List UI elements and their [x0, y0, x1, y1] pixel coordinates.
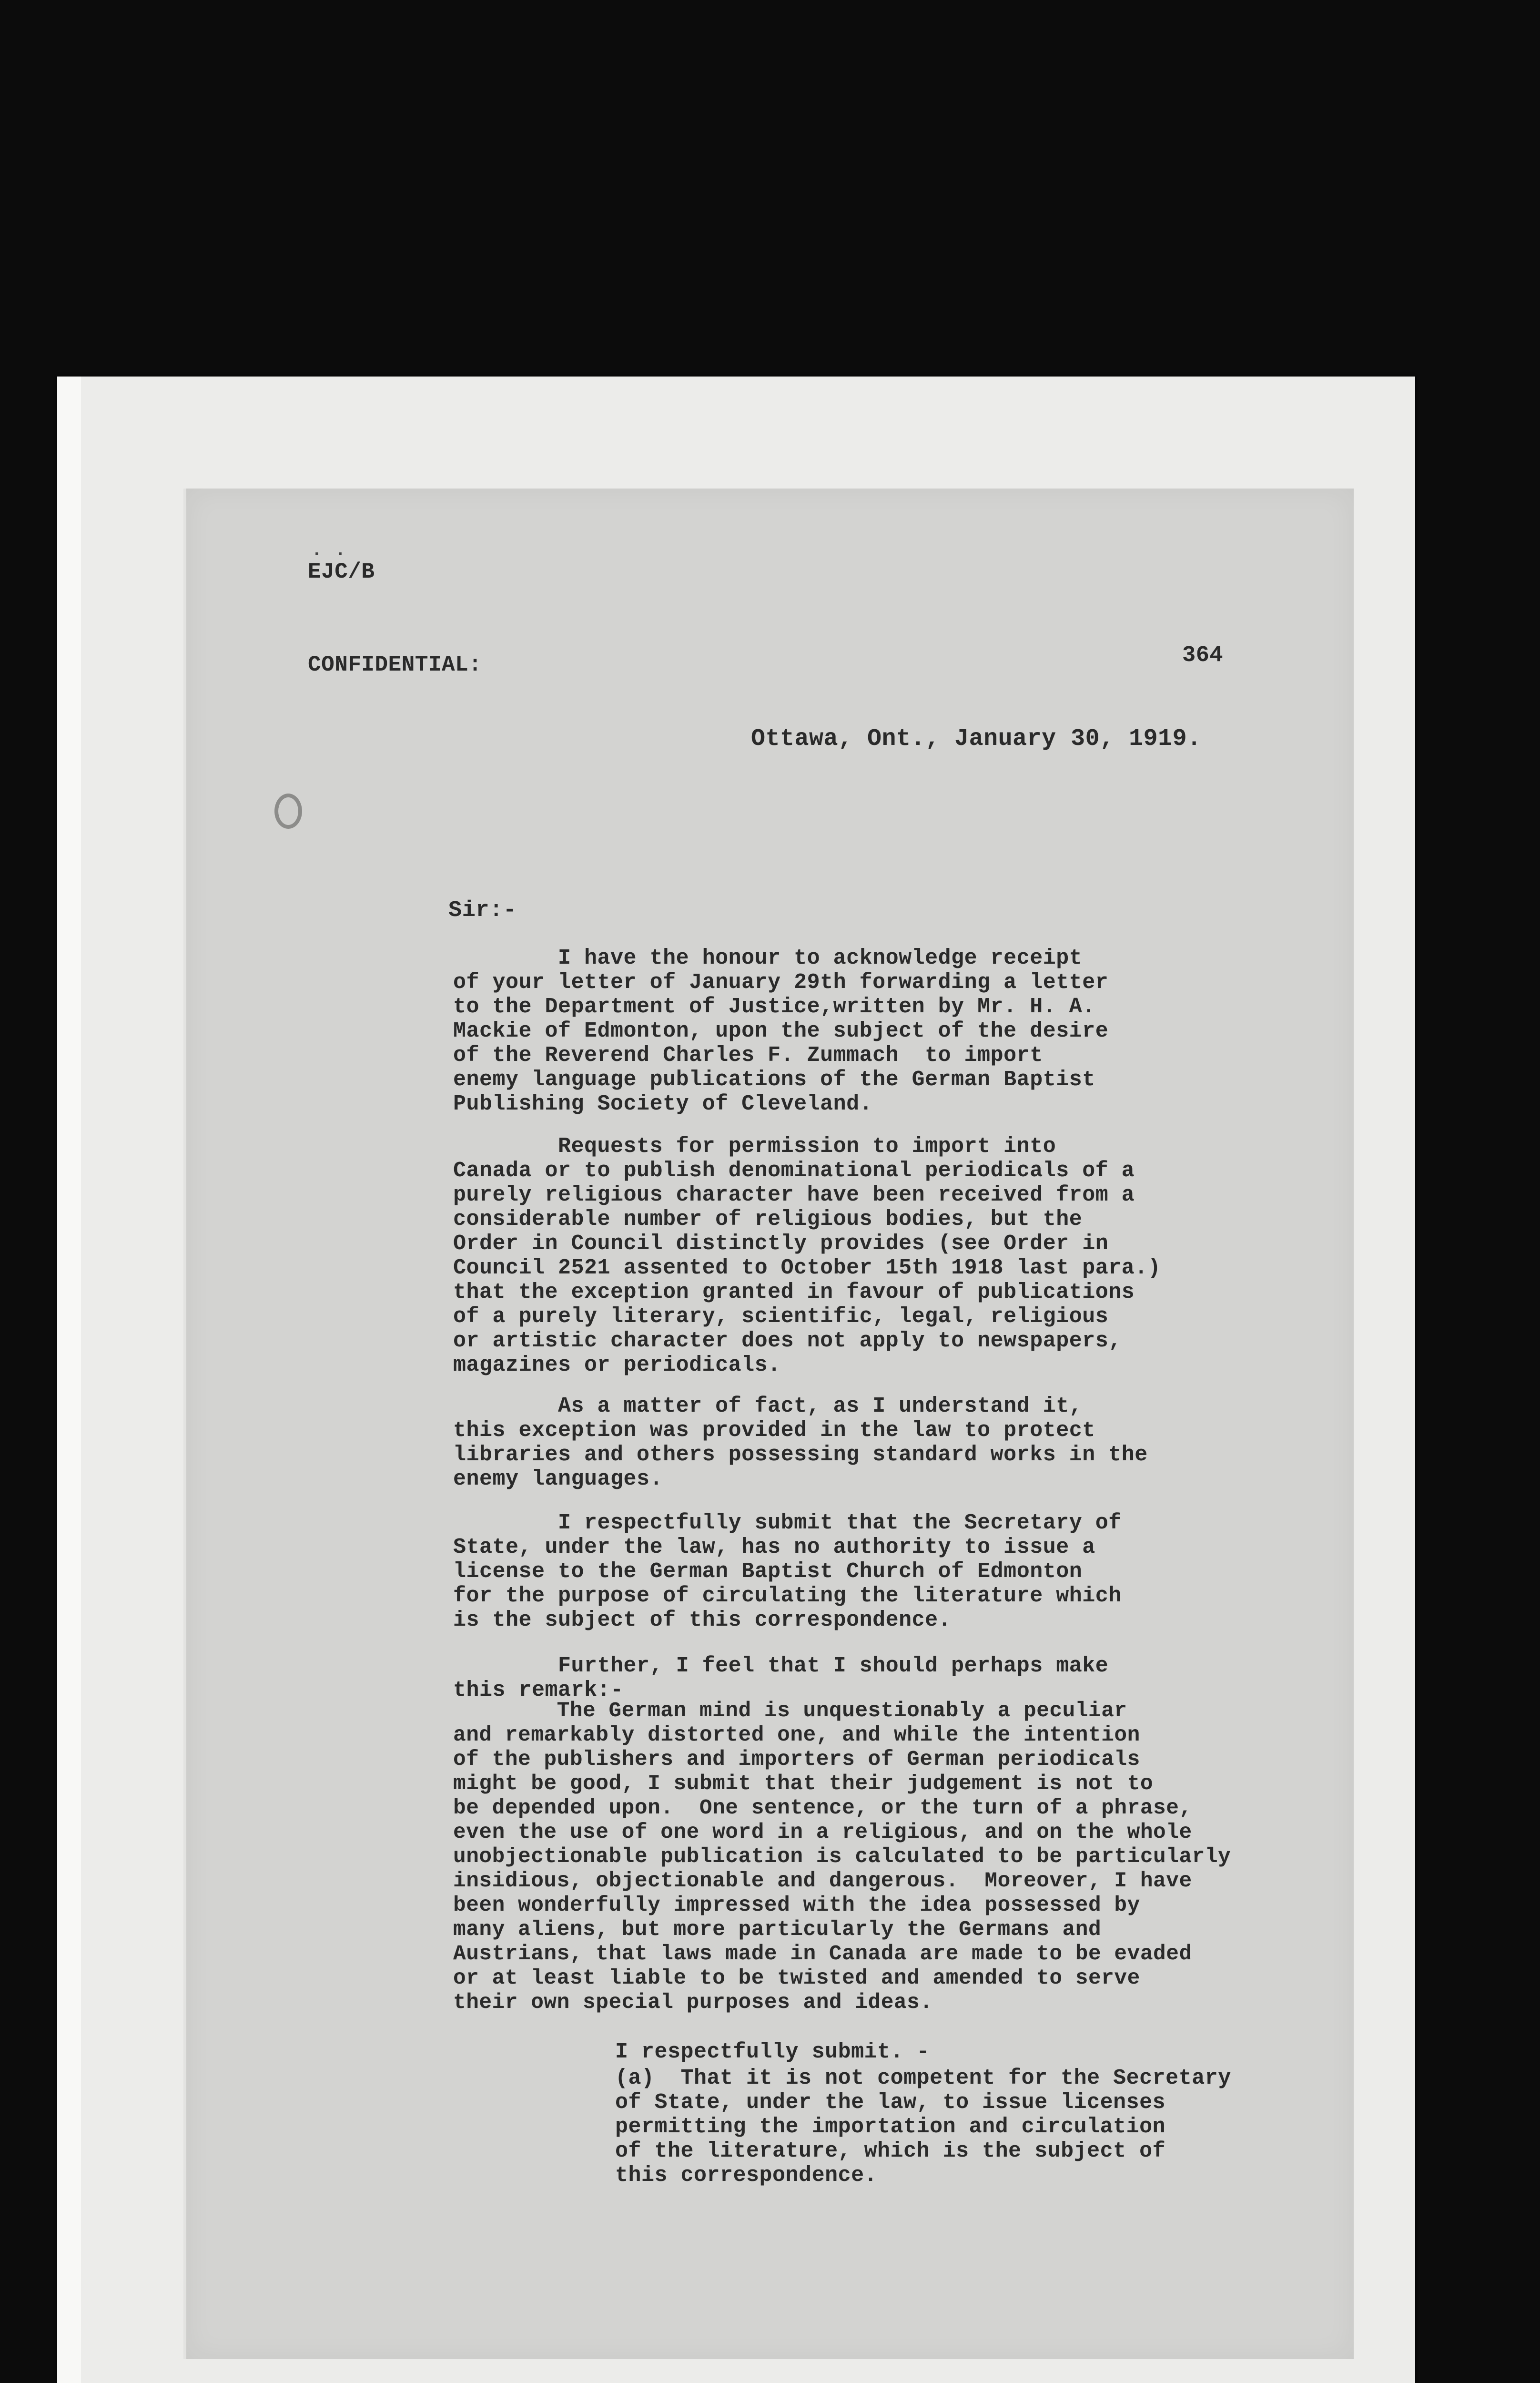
paragraph-acknowledgement: I have the honour to acknowledge receipt of your letter of January 29th forwarding a letter to the Department of Justice,written by Mr. H. A. Mackie of Edmonton, upon the subject of the desire of the Reverend Charles F. Zummach to import enemy language publications of the German Baptist Publishing Society of Cleveland. [453, 946, 1109, 1116]
mount-edge [57, 377, 81, 2383]
paragraph-remark-intro: Further, I feel that I should perhaps make this remark:- [453, 1654, 1109, 1702]
paragraph-german-mind: The German mind is unquestionably a peculiar and remarkably distorted one, and while the intention of the publishers and importers of German periodicals might be good, I submit that their judgement is not to be depended upon. One sentence, or the turn of a phrase, even the use of one word in a religious, and on the whole unobjectionable publication is calculated to be particularly insidious, objectionable and dangerous. Moreover, I have been wonderfully impressed with the idea possessed by many aliens, but more particularly the Germans and Austrians, that laws made in Canada are made to be evaded or at least liable to be twisted and amended to serve their own special purposes and ideas. [453, 1699, 1231, 2015]
paragraph-respectfully-submit: I respectfully submit. - [615, 2040, 930, 2064]
paragraph-submission: I respectfully submit that the Secretary of State, under the law, has no authority to issue a license to the German Baptist Church of Edmonton for the purpose of circulating the literature which is the subject of this correspondence. [453, 1511, 1122, 1632]
paragraph-matter-of-fact: As a matter of fact, as I understand it, this exception was provided in the law to protect libraries and others possessing standard works in the enemy languages. [453, 1394, 1148, 1491]
classification-label: CONFIDENTIAL: [308, 652, 482, 677]
dateline: Ottawa, Ont., January 30, 1919. [751, 725, 1202, 753]
letter-page [183, 489, 1354, 2359]
page-number: 364 [1182, 643, 1224, 668]
reference-initials: EJC/B [308, 560, 375, 584]
paragraph-requests: Requests for permission to import into Canada or to publish denominational periodicals of a purely religious character have been received from a considerable number of religious bodies, but the Order in Council distinctly provides (see Order in Council 2521 assented to October 15th 1918 last para.) that the exception granted in favour of publications of a purely literary, scientific, legal, religious or artistic character does not apply to newspapers, magazines or periodicals. [453, 1134, 1161, 1377]
paragraph-point-a: (a) That it is not competent for the Secretary of State, under the law, to issue licenses permitting the importation and circulation of the literature, which is the subject of this correspondence. [615, 2066, 1231, 2188]
punch-hole [274, 794, 302, 829]
header-dots: . . [311, 540, 346, 561]
salutation: Sir:- [448, 898, 517, 923]
